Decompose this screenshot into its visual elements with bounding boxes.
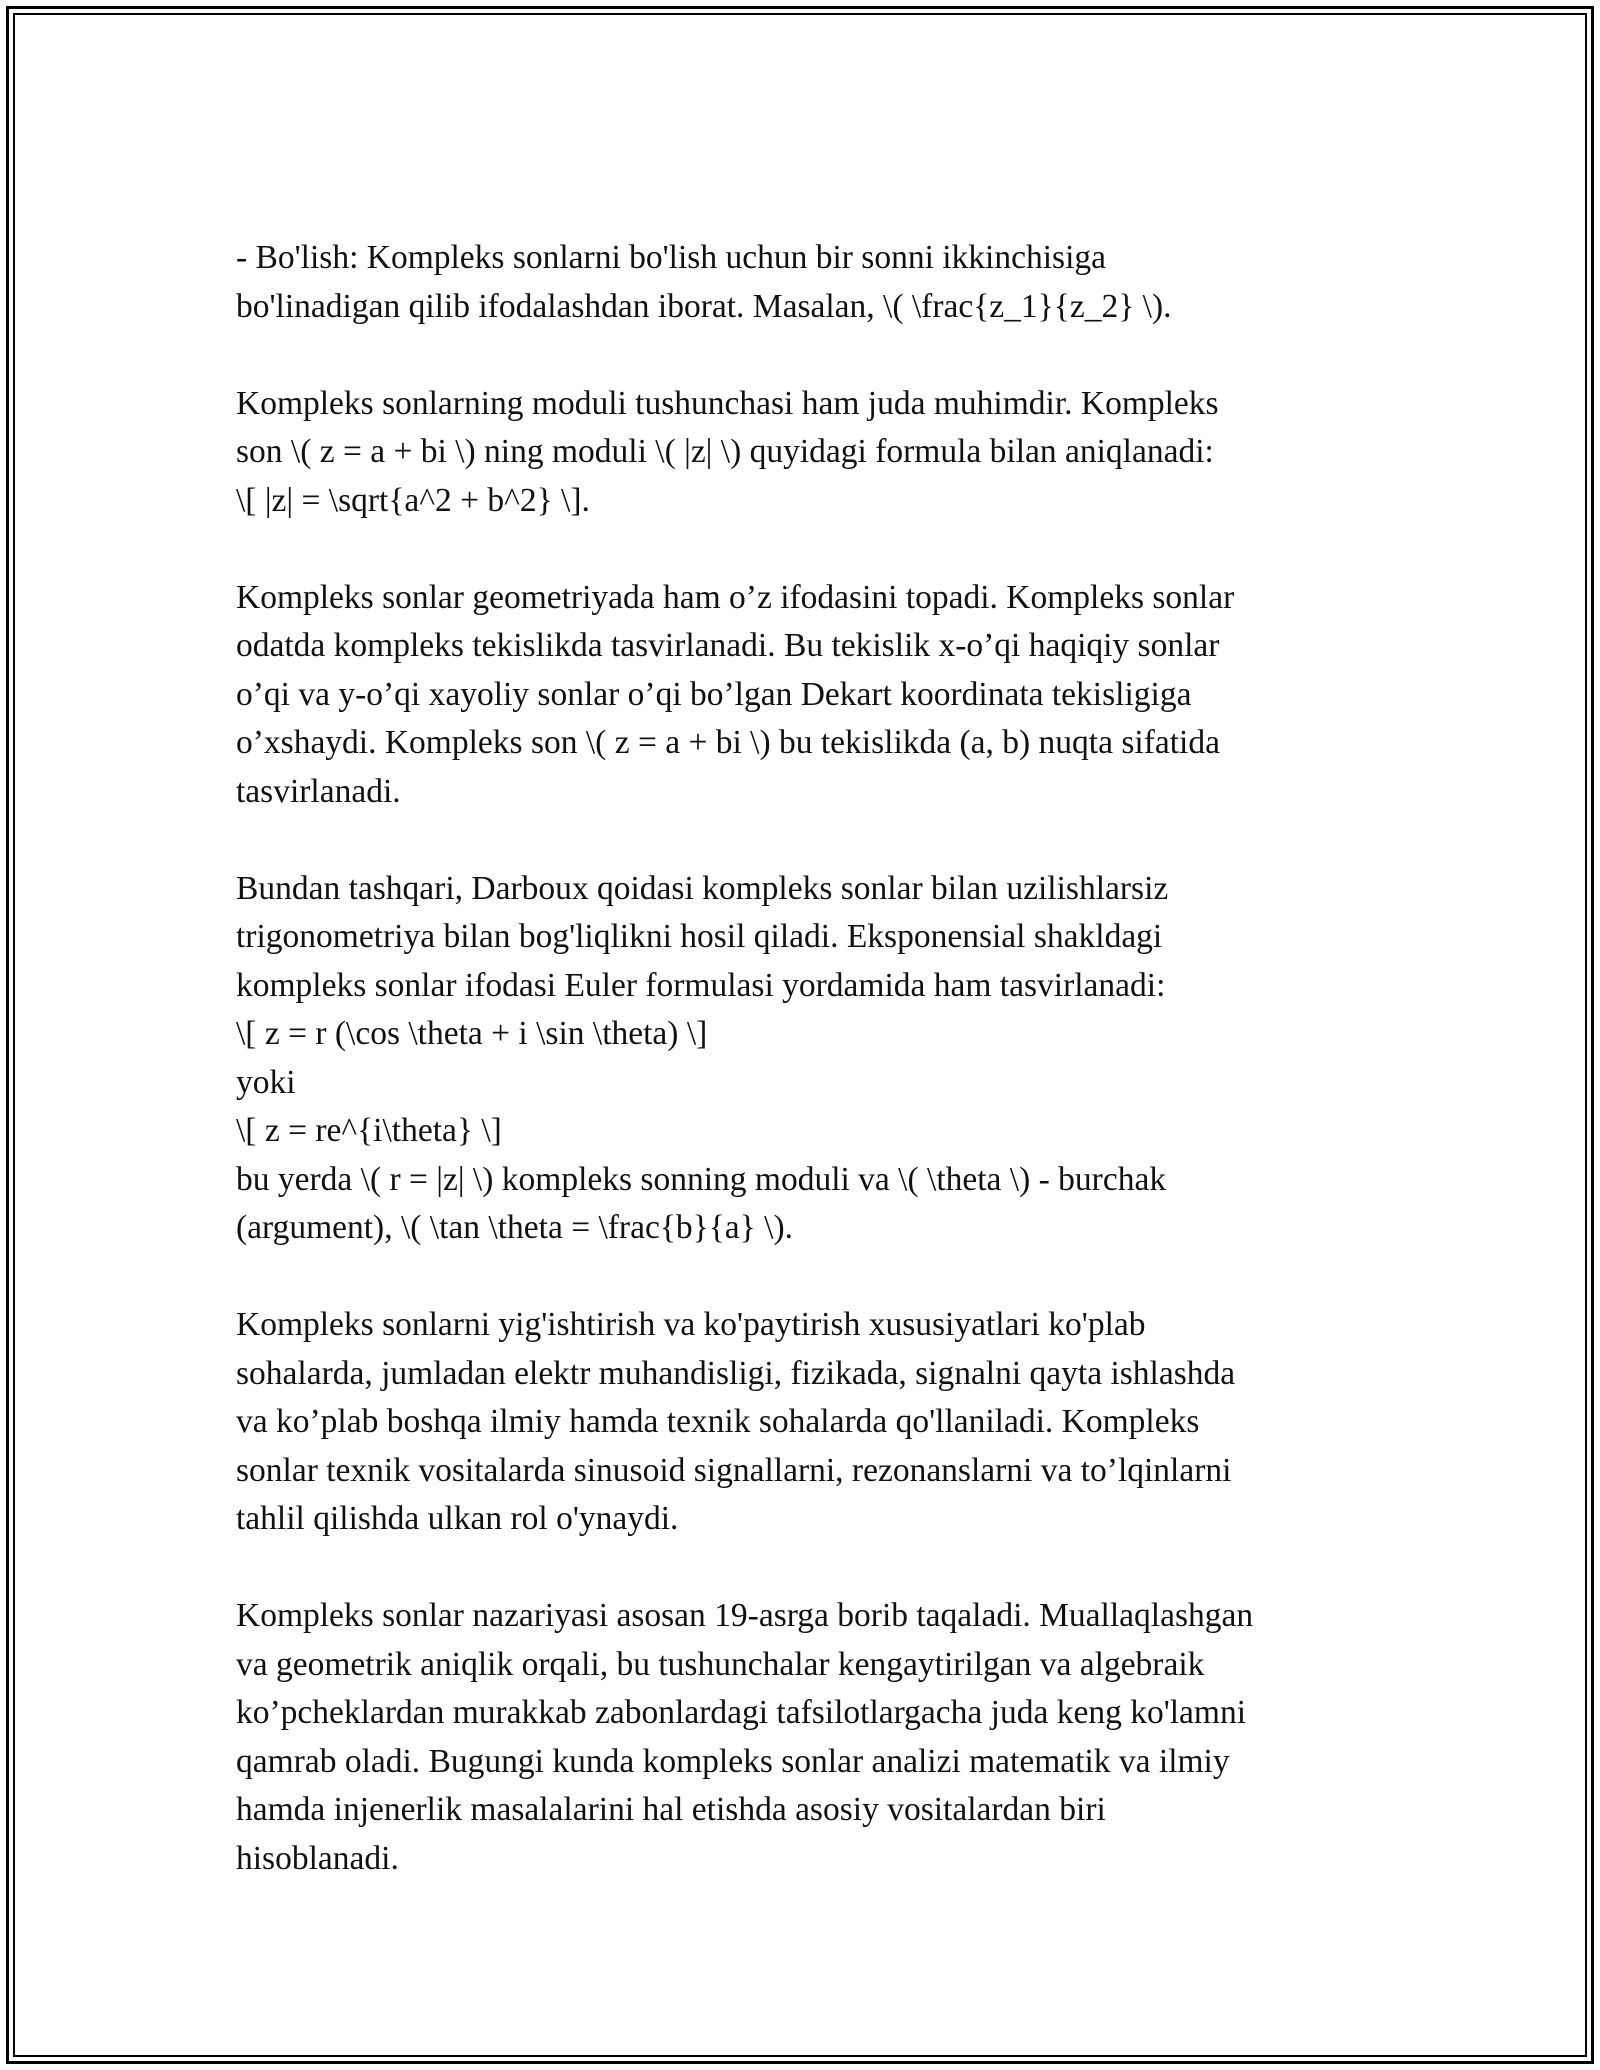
formula-line: \[ |z| = \sqrt{a^2 + b^2} \].	[236, 481, 590, 519]
text-line: hamda injenerlik masalalarini hal etishda asosiy vositalardan biri	[236, 1791, 1106, 1828]
paragraph-applications	[236, 1301, 1366, 1544]
text-line: va ko’plab boshqa ilmiy hamda texnik sohalarda qo'llaniladi. Kompleks	[236, 1403, 1200, 1440]
text-line: o’qi va y-o’qi xayoliy sonlar o’qi bo’lgan Dekart koordinata tekisligiga	[236, 675, 1192, 713]
paragraph-geometry	[236, 574, 1366, 817]
text-line: hisoblanadi.	[236, 1839, 399, 1877]
formula-line: \[ z = re^{i\theta} \]	[236, 1112, 502, 1149]
text-line: Bundan tashqari, Darboux qoidasi kompleks sonlar bilan uzilishlarsiz	[236, 869, 1169, 907]
text-line: Kompleks sonlarni yig'ishtirish va ko'paytirish xususiyatlari ko'plab	[236, 1306, 1146, 1343]
text-line: trigonometriya bilan bog'liqlikni hosil qiladi. Eksponensial shakldagi	[236, 918, 1163, 955]
text-line: tahlil qilishda ulkan rol o'ynaydi.	[236, 1500, 679, 1537]
text-line: sonlar texnik vositalarda sinusoid signallarni, rezonanslarni va to’lqinlarni	[236, 1451, 1232, 1489]
text-line: Kompleks sonlar nazariyasi asosan 19-asrga borib taqaladi. Muallaqlashgan	[236, 1597, 1254, 1634]
text-line: - Bo'lish: Kompleks sonlarni bo'lish uchun bir sonni ikkinchisiga	[236, 239, 1107, 276]
text-line: o’xshaydi. Kompleks son \( z = a + bi \) bu tekislikda (a, b) nuqta sifatida	[236, 724, 1220, 761]
text-line: bo'linadigan qilib ifodalashdan iborat. Masalan, \( \frac{z_1}{z_2} \).	[236, 287, 1172, 325]
text-line: odatda kompleks tekislikda tasvirlanadi. Bu tekislik x-o’qi haqiqiy sonlar	[236, 627, 1220, 664]
text-line: Kompleks sonlarning moduli tushunchasi ham juda muhimdir. Kompleks	[236, 384, 1219, 422]
paragraph-division	[236, 234, 1366, 331]
formula-line: \[ z = r (\cos \theta + i \sin \theta) \]	[236, 1015, 708, 1052]
text-line: qamrab oladi. Bugungi kunda kompleks sonlar analizi matematik va ilmiy	[236, 1742, 1230, 1780]
paragraph-euler	[236, 865, 1366, 1253]
text-line: va geometrik aniqlik orqali, bu tushunchalar kengaytirilgan va algebraik	[236, 1645, 1205, 1683]
text-line: son \( z = a + bi \) ning moduli \( |z| \) quyidagi formula bilan aniqlanadi:	[236, 433, 1214, 470]
paragraph-modulus	[236, 380, 1366, 526]
text-line: sohalarda, jumladan elektr muhandisligi, fizikada, signalni qayta ishlashda	[236, 1354, 1236, 1392]
document-body	[236, 234, 1366, 1932]
text-line: ko’pcheklardan murakkab zabonlardagi tafsilotlargacha juda keng ko'lamni	[236, 1694, 1247, 1731]
text-line: kompleks sonlar ifodasi Euler formulasi yordamida ham tasvirlanadi:	[236, 966, 1166, 1004]
paragraph-history	[236, 1592, 1366, 1883]
text-line: Kompleks sonlar geometriyada ham o’z ifodasini topadi. Kompleks sonlar	[236, 578, 1235, 616]
text-line: yoki	[236, 1063, 296, 1101]
text-line: (argument), \( \tan \theta = \frac{b}{a} \).	[236, 1209, 793, 1246]
text-line: bu yerda \( r = |z| \) kompleks sonning moduli va \( \theta \) - burchak	[236, 1160, 1167, 1198]
text-line: tasvirlanadi.	[236, 772, 401, 810]
